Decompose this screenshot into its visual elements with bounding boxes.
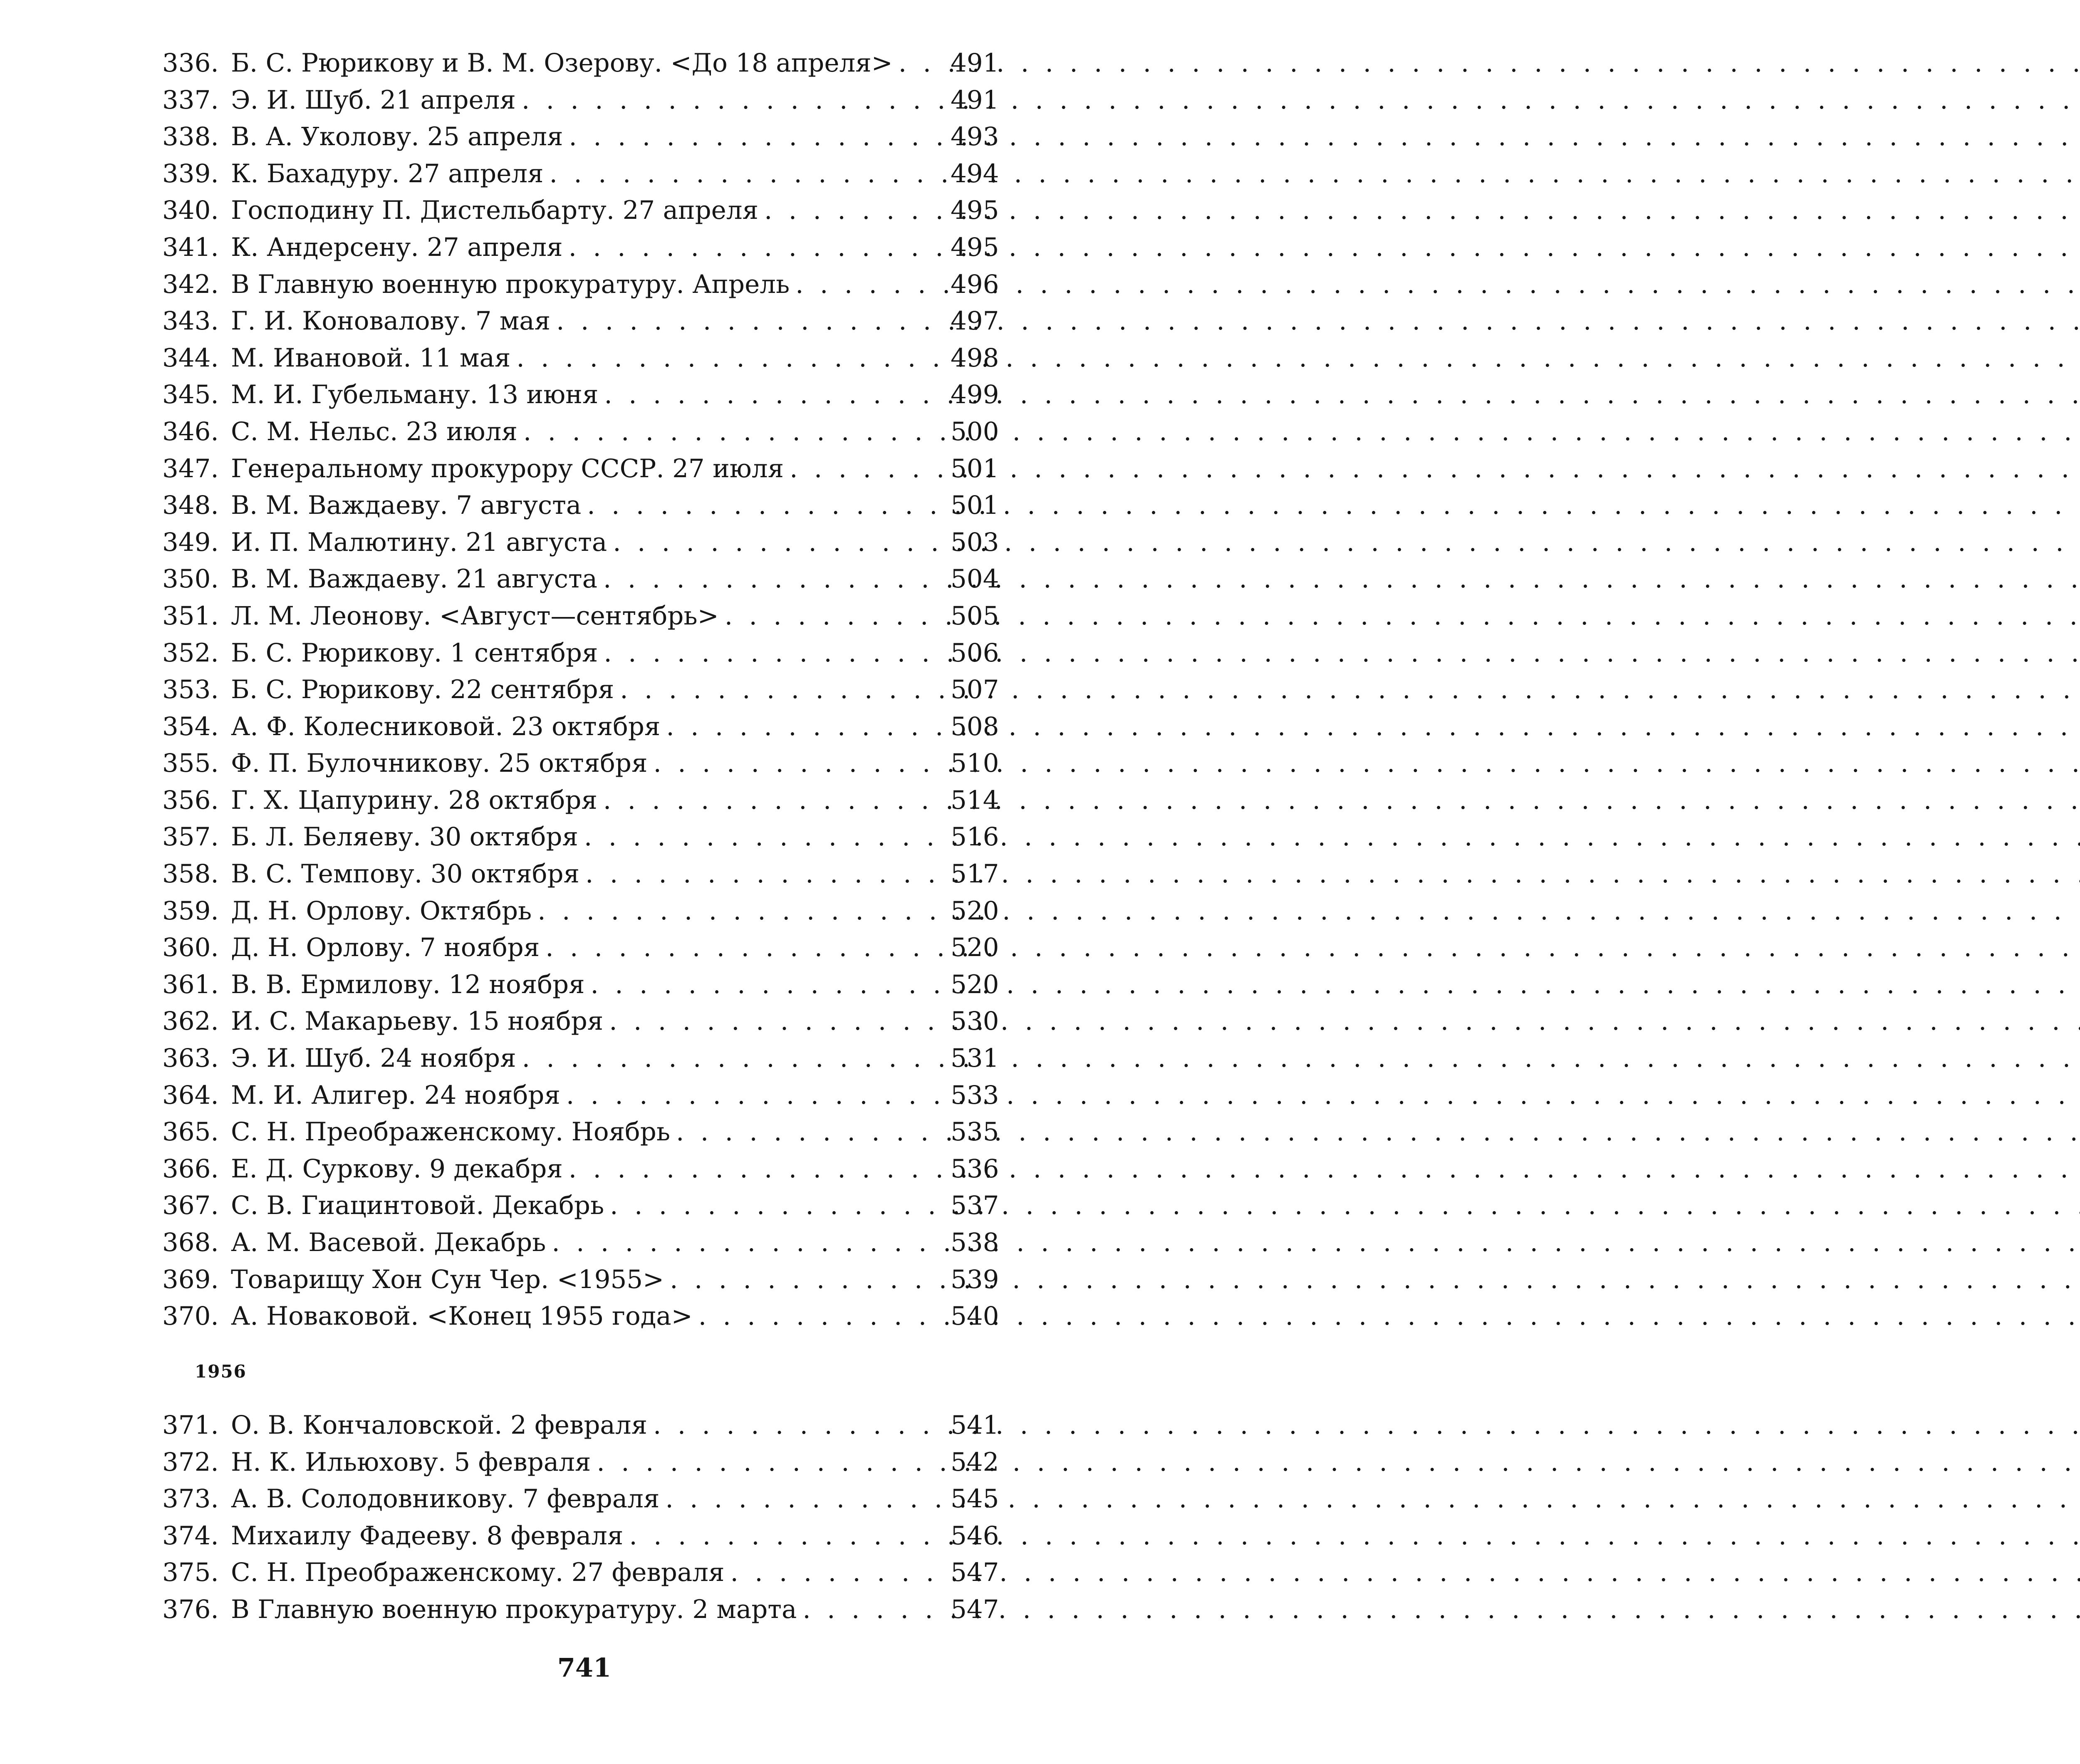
- dot-leader: [545, 929, 945, 966]
- dot-leader: [569, 229, 945, 266]
- entry-title: Михаилу Фадееву. 8 февраля: [231, 1521, 624, 1551]
- dot-leader: [522, 1040, 945, 1077]
- entry-number: 372.: [162, 1447, 219, 1477]
- entry-title: И. П. Малютину. 21 августа: [231, 527, 607, 557]
- dot-leader: [603, 561, 945, 598]
- toc-entry: [162, 266, 998, 303]
- toc-entry: [162, 598, 998, 635]
- entry-page: 541: [951, 1410, 999, 1440]
- entry-title: М. Ивановой. 11 мая: [231, 343, 511, 373]
- toc-entry: [162, 561, 998, 598]
- dot-leader: [795, 266, 945, 303]
- entry-number: 338.: [162, 122, 219, 152]
- toc-entry: [162, 451, 998, 488]
- toc-entry: [162, 229, 998, 266]
- entry-page: 500: [951, 416, 999, 446]
- dot-leader: [522, 82, 945, 119]
- dot-leader: [552, 1224, 945, 1261]
- toc-entry: [162, 1151, 998, 1188]
- dot-leader: [523, 414, 945, 451]
- dot-leader: [537, 893, 945, 930]
- dot-leader: [516, 340, 945, 377]
- entry-title: Б. Л. Беляеву. 30 октября: [231, 822, 578, 852]
- toc-entry: [162, 1554, 998, 1591]
- entry-title: Е. Д. Суркову. 9 декабря: [231, 1154, 563, 1184]
- entry-number: 353.: [162, 675, 219, 705]
- entry-title: В. В. Ермилову. 12 ноября: [231, 969, 585, 999]
- entry-page: 508: [951, 711, 999, 741]
- toc-entry: [162, 1298, 998, 1335]
- entry-title: Генеральному прокурору СССР. 27 июля: [231, 453, 784, 483]
- entry-number: 369.: [162, 1264, 219, 1294]
- entry-title: В. А. Уколову. 25 апреля: [231, 122, 563, 152]
- entry-number: 340.: [162, 196, 219, 225]
- entry-page: 535: [951, 1117, 999, 1147]
- entry-page: 533: [951, 1080, 999, 1110]
- toc-entry: [162, 745, 998, 782]
- entry-title: В. С. Темпову. 30 октября: [231, 859, 580, 889]
- dot-leader: [899, 45, 945, 82]
- entry-title: С. В. Гиацинтовой. Декабрь: [231, 1191, 604, 1221]
- entry-title: К. Бахадуру. 27 апреля: [231, 159, 544, 188]
- entry-number: 361.: [162, 969, 219, 999]
- entry-page: 504: [951, 564, 999, 594]
- entry-title: Б. С. Рюрикову. 22 сентября: [231, 675, 614, 705]
- entry-title: Господину П. Дистельбарту. 27 апреля: [231, 196, 758, 225]
- toc-entry: [162, 524, 998, 561]
- entry-page: 546: [951, 1521, 999, 1551]
- toc-entry: [162, 487, 998, 524]
- toc-entry: [162, 893, 998, 930]
- toc-entry: [162, 192, 998, 229]
- entry-page: 495: [951, 196, 999, 225]
- entry-title: Э. И. Шуб. 21 апреля: [231, 85, 516, 115]
- entry-number: 373.: [162, 1484, 219, 1514]
- toc-entry: [162, 782, 998, 819]
- dot-leader: [802, 1591, 945, 1628]
- dot-leader: [653, 745, 945, 782]
- entry-page: 501: [951, 453, 999, 483]
- dot-leader: [556, 303, 945, 340]
- entry-title: А. Новаковой. <Конец 1955 года>: [231, 1301, 693, 1331]
- dot-leader: [566, 1077, 945, 1114]
- entry-title: О. В. Кончаловской. 2 февраля: [231, 1410, 647, 1440]
- toc-list-before: [162, 45, 998, 1335]
- dot-leader: [585, 856, 945, 893]
- entry-page: 516: [951, 822, 999, 852]
- dot-leader: [569, 1151, 945, 1188]
- entry-title: Ф. П. Булочникову. 25 октября: [231, 748, 648, 778]
- dot-leader: [610, 1187, 945, 1224]
- entry-title: Э. И. Шуб. 24 ноября: [231, 1043, 516, 1073]
- entry-number: 355.: [162, 748, 219, 778]
- entry-page: 507: [951, 675, 999, 705]
- entry-title: В. М. Важдаеву. 21 августа: [231, 564, 598, 594]
- entry-page: 537: [951, 1191, 999, 1221]
- toc-entry: [162, 45, 998, 82]
- dot-leader: [725, 598, 945, 635]
- dot-leader: [597, 1444, 945, 1481]
- entry-page: 497: [951, 306, 999, 336]
- toc-entry: [162, 1481, 998, 1518]
- entry-page: 498: [951, 343, 999, 373]
- entry-page: 539: [951, 1264, 999, 1294]
- toc-entry: [162, 856, 998, 893]
- entry-number: 368.: [162, 1228, 219, 1257]
- entry-number: 344.: [162, 343, 219, 373]
- entry-page: 499: [951, 380, 999, 410]
- entry-number: 371.: [162, 1410, 219, 1440]
- toc-entry: [162, 1407, 998, 1444]
- entry-number: 374.: [162, 1521, 219, 1551]
- toc-list-after: [162, 1407, 998, 1628]
- entry-number: 352.: [162, 638, 219, 668]
- dot-leader: [790, 451, 945, 488]
- entry-title: М. И. Губельману. 13 июня: [231, 380, 599, 410]
- year-heading: 1956: [195, 1361, 247, 1382]
- entry-number: 366.: [162, 1154, 219, 1184]
- entry-page: 496: [951, 269, 999, 299]
- toc-entry: [162, 1114, 998, 1151]
- toc-entry: [162, 340, 998, 377]
- dot-leader: [604, 377, 945, 414]
- toc-entry: [162, 1040, 998, 1077]
- entry-title: С. Н. Преображенскому. 27 февраля: [231, 1558, 725, 1588]
- entry-number: 337.: [162, 85, 219, 115]
- toc-entry: [162, 1224, 998, 1261]
- toc-entry: [162, 709, 998, 746]
- entry-page: 514: [951, 785, 999, 815]
- entry-title: Л. М. Леонову. <Август—сентябрь>: [231, 601, 719, 631]
- toc-entry: [162, 377, 998, 414]
- entry-number: 354.: [162, 711, 219, 741]
- entry-number: 376.: [162, 1594, 219, 1624]
- entry-page: 503: [951, 527, 999, 557]
- entry-number: 357.: [162, 822, 219, 852]
- entry-page: 547: [951, 1594, 999, 1624]
- entry-page: 520: [951, 933, 999, 963]
- dot-leader: [670, 1261, 945, 1298]
- entry-title: Г. Х. Цапурину. 28 октября: [231, 785, 597, 815]
- entry-page: 501: [951, 491, 999, 520]
- entry-page: 505: [951, 601, 999, 631]
- dot-leader: [603, 782, 945, 819]
- dot-leader: [584, 819, 945, 856]
- dot-leader: [587, 487, 945, 524]
- entry-number: 365.: [162, 1117, 219, 1147]
- entry-title: М. И. Алигер. 24 ноября: [231, 1080, 560, 1110]
- entry-number: 343.: [162, 306, 219, 336]
- entry-page: 493: [951, 122, 999, 152]
- entry-number: 364.: [162, 1080, 219, 1110]
- toc-entry: [162, 119, 998, 156]
- dot-leader: [730, 1554, 945, 1591]
- entry-page: 542: [951, 1447, 999, 1477]
- entry-page: 506: [951, 638, 999, 668]
- entry-page: 536: [951, 1154, 999, 1184]
- toc-entry: [162, 1077, 998, 1114]
- toc-entry: [162, 671, 998, 709]
- toc-entry: [162, 156, 998, 193]
- dot-leader: [604, 635, 945, 672]
- dot-leader: [550, 156, 945, 193]
- toc-entry: [162, 819, 998, 856]
- entry-page: 491: [951, 85, 999, 115]
- entry-title: В. М. Важдаеву. 7 августа: [231, 491, 582, 520]
- entry-title: С. Н. Преображенскому. Ноябрь: [231, 1117, 671, 1147]
- entry-title: И. С. Макарьеву. 15 ноября: [231, 1006, 604, 1036]
- entry-page: 495: [951, 232, 999, 262]
- entry-number: 358.: [162, 859, 219, 889]
- entry-title: А. Ф. Колесниковой. 23 октября: [231, 711, 661, 741]
- dot-leader: [613, 524, 945, 561]
- entry-number: 339.: [162, 159, 219, 188]
- entry-page: 540: [951, 1301, 999, 1331]
- entry-page: 510: [951, 748, 999, 778]
- entry-page: 494: [951, 159, 999, 188]
- entry-number: 367.: [162, 1191, 219, 1221]
- entry-title: Г. И. Коновалову. 7 мая: [231, 306, 551, 336]
- entry-number: 362.: [162, 1006, 219, 1036]
- entry-number: 363.: [162, 1043, 219, 1073]
- entry-number: 375.: [162, 1558, 219, 1588]
- dot-leader: [764, 192, 945, 229]
- entry-title: В Главную военную прокуратуру. Апрель: [231, 269, 790, 299]
- toc-entry: [162, 1518, 998, 1555]
- entry-title: А. М. Васевой. Декабрь: [231, 1228, 546, 1257]
- dot-leader: [665, 1481, 945, 1518]
- entry-page: 545: [951, 1484, 999, 1514]
- entry-number: 359.: [162, 896, 219, 926]
- entry-title: Н. К. Ильюхову. 5 февраля: [231, 1447, 591, 1477]
- entry-title: К. Андерсену. 27 апреля: [231, 232, 563, 262]
- entry-number: 348.: [162, 491, 219, 520]
- entry-number: 342.: [162, 269, 219, 299]
- toc-entry: [162, 1444, 998, 1481]
- entry-title: В Главную военную прокуратуру. 2 марта: [231, 1594, 797, 1624]
- entry-number: 341.: [162, 232, 219, 262]
- entry-title: Б. С. Рюрикову. 1 сентября: [231, 638, 598, 668]
- entry-title: Д. Н. Орлову. 7 ноября: [231, 933, 540, 963]
- entry-title: Товарищу Хон Сун Чер. <1955>: [231, 1264, 664, 1294]
- entry-title: Б. С. Рюрикову и В. М. Озерову. <До 18 апреля>: [231, 48, 893, 78]
- toc-entry: [162, 1591, 998, 1628]
- entry-title: С. М. Нельс. 23 июля: [231, 416, 518, 446]
- toc-entry: [162, 303, 998, 340]
- entry-number: 350.: [162, 564, 219, 594]
- dot-leader: [698, 1298, 945, 1335]
- entry-number: 360.: [162, 933, 219, 963]
- dot-leader: [609, 1003, 945, 1040]
- dot-leader: [653, 1407, 945, 1444]
- entry-number: 336.: [162, 48, 219, 78]
- entry-number: 346.: [162, 416, 219, 446]
- dot-leader: [591, 966, 945, 1003]
- toc-entry: [162, 414, 998, 451]
- entry-title: Д. Н. Орлову. Октябрь: [231, 896, 532, 926]
- entry-page: 538: [951, 1228, 999, 1257]
- entry-page: 520: [951, 969, 999, 999]
- entry-page: 491: [951, 48, 999, 78]
- entry-page: 530: [951, 1006, 999, 1036]
- toc-entry: [162, 1261, 998, 1298]
- toc-entry: [162, 82, 998, 119]
- entry-number: 351.: [162, 601, 219, 631]
- toc-entry: [162, 966, 998, 1003]
- toc-entry: [162, 1187, 998, 1224]
- entry-number: 347.: [162, 453, 219, 483]
- toc-entry: [162, 929, 998, 966]
- toc-entry: [162, 1003, 998, 1040]
- entry-page: 520: [951, 896, 999, 926]
- entry-title: А. В. Солодовникову. 7 февраля: [231, 1484, 660, 1514]
- entry-page: 547: [951, 1558, 999, 1588]
- entry-page: 531: [951, 1043, 999, 1073]
- entry-page: 517: [951, 859, 999, 889]
- dot-leader: [569, 119, 945, 156]
- dot-leader: [629, 1518, 945, 1555]
- entry-number: 349.: [162, 527, 219, 557]
- entry-number: 356.: [162, 785, 219, 815]
- page-number: 741: [557, 1653, 612, 1683]
- dot-leader: [676, 1114, 945, 1151]
- toc-entry: [162, 635, 998, 672]
- dot-leader: [620, 671, 945, 709]
- dot-leader: [666, 709, 945, 746]
- entry-number: 370.: [162, 1301, 219, 1331]
- entry-number: 345.: [162, 380, 219, 410]
